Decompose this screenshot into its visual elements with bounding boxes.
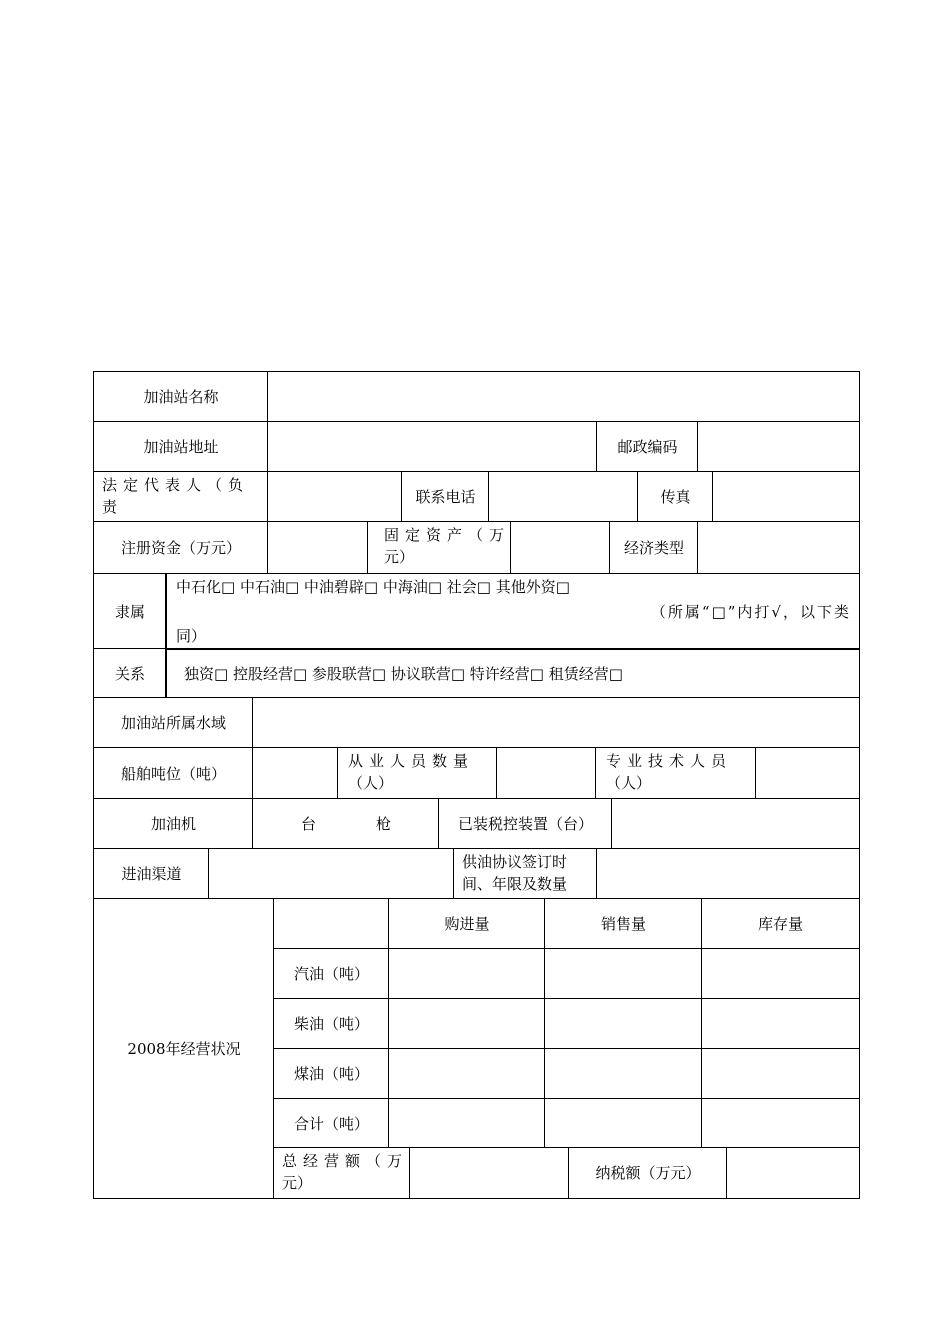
row-label — [273, 1048, 390, 1100]
revenue-line1: 总经营额（万 — [282, 1152, 409, 1170]
economy-type-label — [609, 521, 699, 574]
staff-count-field[interactable] — [496, 747, 597, 800]
unit-tai: 台 — [300, 815, 316, 833]
fixed-assets-line2: 元） — [384, 548, 415, 566]
table-cell[interactable] — [701, 1048, 860, 1100]
fixed-assets-line1: 固定资产（万 — [384, 526, 511, 544]
ship-tonnage-label — [93, 747, 254, 800]
revenue-field[interactable] — [409, 1147, 570, 1199]
agreement-label — [453, 848, 598, 900]
postal-code-text: 邮政编码 — [617, 438, 678, 456]
staff-count-label — [337, 747, 498, 800]
column-header — [388, 898, 546, 950]
unit-qiang: 枪 — [376, 815, 392, 833]
station-address-text: 加油站地址 — [143, 438, 219, 456]
belong-options[interactable]: 中石化□ 中石油□ 中油碧辟□ 中海油□ 社会□ 其他外资□ — [176, 578, 570, 596]
belong-note-end: 同） — [176, 627, 207, 645]
table-cell[interactable] — [701, 998, 860, 1050]
agreement-line2: 间、年限及数量 — [462, 875, 568, 893]
table-cell[interactable] — [388, 1098, 546, 1149]
water-area-label — [93, 697, 254, 749]
tax-amount-label — [568, 1147, 728, 1199]
legal-rep-line1: 法定代表人（负责 — [102, 476, 250, 516]
water-area-field[interactable] — [252, 697, 860, 749]
tax-amount-field[interactable] — [726, 1147, 860, 1199]
revenue-label — [273, 1147, 411, 1199]
registered-capital-label — [93, 521, 269, 574]
dispenser-label — [93, 798, 254, 850]
relation-label — [93, 648, 167, 699]
table-cell[interactable] — [544, 1048, 703, 1100]
belong-options-cell[interactable] — [165, 573, 860, 650]
relation-text: 关系 — [114, 664, 145, 683]
station-address-field[interactable] — [267, 421, 598, 473]
postal-code-field[interactable] — [697, 421, 860, 473]
postal-code-label — [596, 421, 699, 473]
fax-label — [637, 471, 714, 523]
ship-tonnage-field[interactable] — [252, 747, 339, 800]
tax-amount-text: 纳税额（万元） — [595, 1164, 701, 1182]
row-label — [273, 948, 390, 1000]
economy-type-field[interactable] — [697, 521, 860, 574]
registered-capital-field[interactable] — [267, 521, 369, 574]
fax-field[interactable] — [712, 471, 860, 523]
station-name-label — [93, 371, 269, 423]
operations-corner-cell — [273, 898, 390, 950]
column-stock: 库存量 — [757, 915, 803, 933]
fixed-assets-field[interactable] — [510, 521, 611, 574]
supply-channel-label — [93, 848, 210, 900]
table-cell[interactable] — [701, 948, 860, 1000]
column-sales: 销售量 — [600, 915, 646, 933]
ship-tonnage-text: 船舶吨位（吨） — [120, 764, 226, 783]
phone-text: 联系电话 — [415, 488, 476, 506]
economy-type-text: 经济类型 — [623, 538, 684, 557]
relation-options[interactable]: 独资□ 控股经营□ 参股联营□ 协议联营□ 特许经营□ 租赁经营□ — [184, 665, 623, 683]
station-address-label — [93, 421, 269, 473]
staff-count-line2: （人） — [348, 774, 394, 792]
relation-options-cell[interactable] — [165, 648, 860, 699]
operations-title-cell — [93, 898, 275, 1199]
tech-staff-line1: 专业技术人员 — [606, 752, 733, 770]
row-label — [273, 1098, 390, 1149]
column-header — [544, 898, 703, 950]
registered-capital-text: 注册资金（万元） — [120, 538, 241, 557]
row-label — [273, 998, 390, 1050]
agreement-field[interactable] — [596, 848, 860, 900]
table-cell[interactable] — [544, 948, 703, 1000]
column-header — [701, 898, 860, 950]
table-cell[interactable] — [388, 1048, 546, 1100]
operations-title: 2008年经营状况 — [127, 1039, 241, 1058]
row-total: 合计（吨） — [293, 1114, 369, 1133]
water-area-text: 加油站所属水域 — [120, 714, 226, 732]
row-gasoline: 汽油（吨） — [293, 965, 369, 983]
table-cell[interactable] — [388, 948, 546, 1000]
column-purchase: 购进量 — [444, 915, 490, 933]
tax-device-label — [438, 798, 613, 850]
fax-text: 传真 — [660, 488, 691, 506]
phone-field[interactable] — [488, 471, 639, 523]
supply-channel-field[interactable] — [208, 848, 455, 900]
tax-device-text: 已装税控装置（台） — [457, 815, 593, 833]
legal-rep-field[interactable] — [267, 471, 403, 523]
belong-text: 隶属 — [114, 602, 145, 621]
fixed-assets-label — [367, 521, 512, 574]
agreement-line1: 供油协议签订时 — [462, 853, 568, 871]
table-cell[interactable] — [544, 998, 703, 1050]
station-name-field[interactable] — [267, 371, 860, 423]
revenue-line2: 元） — [282, 1174, 313, 1192]
tech-staff-label — [595, 747, 757, 800]
tech-staff-field[interactable] — [755, 747, 860, 800]
legal-rep-label — [93, 471, 269, 523]
table-cell[interactable] — [388, 998, 546, 1050]
table-cell[interactable] — [701, 1098, 860, 1149]
row-diesel: 柴油（吨） — [293, 1015, 369, 1033]
supply-channel-text: 进油渠道 — [121, 865, 182, 883]
staff-count-line1: 从业人员数量 — [348, 752, 475, 770]
dispenser-text: 加油机 — [150, 815, 196, 833]
row-kerosene: 煤油（吨） — [293, 1065, 369, 1083]
belong-label — [93, 573, 167, 650]
table-cell[interactable] — [544, 1098, 703, 1149]
phone-label — [401, 471, 490, 523]
tax-device-field[interactable] — [611, 798, 860, 850]
tech-staff-line2: （人） — [606, 774, 652, 792]
station-name-text: 加油站名称 — [143, 388, 219, 406]
belong-note: （所属“□”内打√，以下类 — [650, 603, 851, 621]
dispenser-field[interactable] — [252, 798, 440, 850]
